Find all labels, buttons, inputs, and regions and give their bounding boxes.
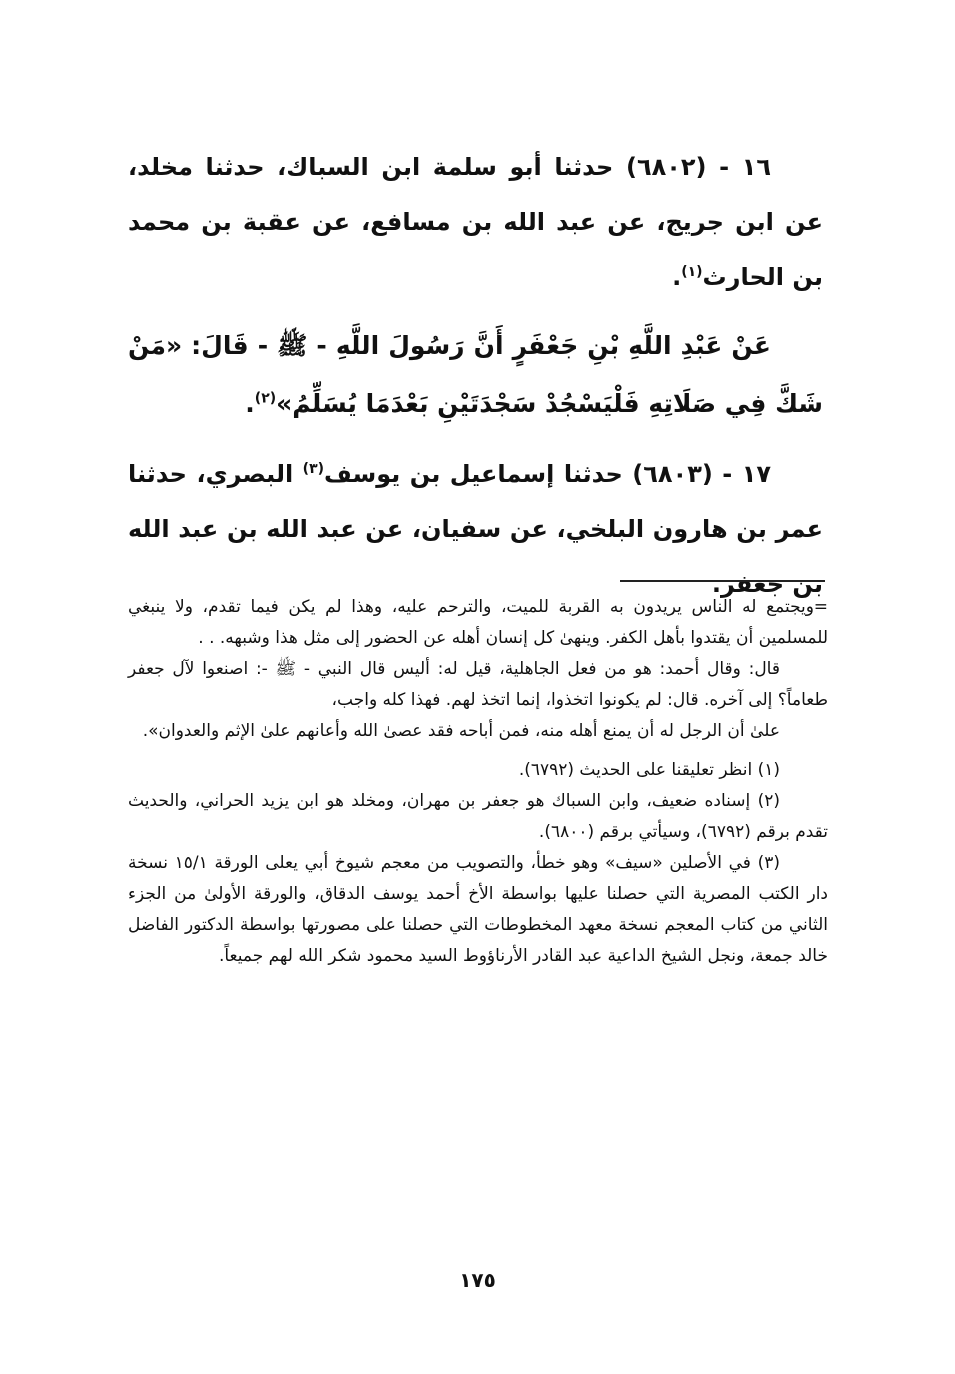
hadith-17-chain [128,447,823,612]
footnote-continuation-text: ويجتمع له الناس يريدون به القربة للميت، والترحم عليه، وهذا لم يكن فيما تقدم، ولا ينبغي للمسلمين أن يقتدوا بأهل الكفر. وينهىٰ كل إنسان أهله عن الحضور إلى مثل هذا وشبهه. . . [128,597,828,648]
hadith-17-chain-text-a: ١٧ - (٦٨٠٣) حدثنا إسماعيل بن يوسف [324,460,772,488]
footnote-ref-1: (١) [681,264,703,280]
hadith-17-chain-text-b: البصري، حدثنا عمر بن هارون البلخي، عن سفيان، عن عبد الله بن عبد الله بن جعفر. [128,460,823,598]
footnote-1: (١) انظر تعليقنا على الحديث (٦٧٩٢). [518,760,780,780]
footnote-ref-3: (٣) [302,461,325,477]
hadith-16-chain [128,140,823,305]
hadith-16-matn-text: عَنْ عَبْدِ اللَّهِ بْنِ جَعْفَرٍ أَنَّ رَسُولَ اللَّهِ - ﷺ - قَالَ: «مَنْ شَكَّ فِي صَلَاتِهِ فَلْيَسْجُدْ سَجْدَتَيْنِ بَعْدَمَا يُسَلِّمُ» [128,331,823,418]
hadith-16-matn [128,317,823,433]
continuation-marker: = [813,597,828,617]
hadith-16-matn-end: . [245,389,255,418]
hadith-16-chain-end: . [672,263,682,291]
footnote-continuation-para-2: قال: وقال أحمد: هو من فعل الجاهلية، قيل له: أليس قال النبي - ﷺ -: اصنعوا لآل جعفر طعاماً؟ إلى آخره. قال: لم يكونوا اتخذوا، إنما اتخذ لهم. فهذا كله واجب، [128,659,828,710]
page-number: ١٧٥ [459,1268,496,1292]
footnote-divider [620,580,825,582]
footnote-ref-2: (٢) [254,390,277,407]
footnotes [128,592,828,972]
footnote-continuation-para-3: علىٰ أن الرجل له أن يمنع أهله منه، فمن أباحه فقد عصىٰ الله وأعانهم علىٰ الإثم والعدوان». [142,721,780,741]
footnote-3: (٣) في الأصلين «سيف» وهو خطأ، والتصويب من معجم شيوخ أبي يعلى الورقة ١٥/١ نسخة دار الكتب المصرية التي حصلنا عليها بواسطة الأخ أحمد يوسف الدقاق، والورقة الأولىٰ من الجزء الثاني من كتاب المعجم نسخة معهد المخطوطات التي حصلنا على مصورتها بواسطة الدكتور الفاضل خالد جمعة، ونجل الشيخ الداعية عبد القادر الأرناؤوط السيد محمود شكر الله لهم جميعاً. [128,853,828,966]
footnote-2: (٢) إسناده ضعيف، وابن السباك هو جعفر بن مهران، ومخلد هو ابن يزيد الحراني، والحديث تقدم برقم (٦٧٩٢)، وسيأتي برقم (٦٨٠٠). [128,791,828,842]
hadith-16-chain-text: ١٦ - (٦٨٠٢) حدثنا أبو سلمة ابن السباك، حدثنا مخلد، عن ابن جريج، عن عبد الله بن مسافع، عن عقبة بن محمد بن الحارث [128,153,823,291]
main-text [128,140,823,612]
footnote-continuation [128,592,828,654]
